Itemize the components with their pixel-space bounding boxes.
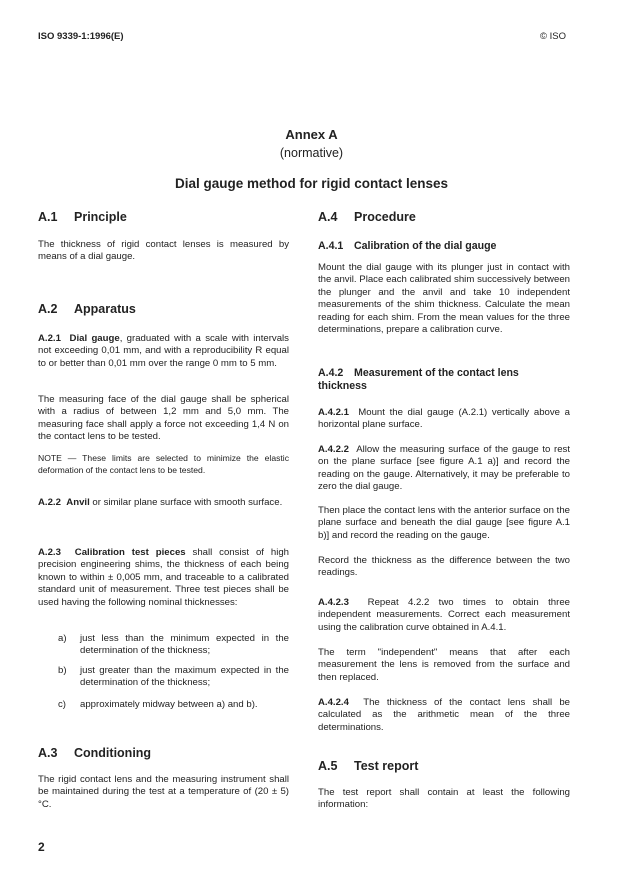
- a421-text: A.4.2.1 Mount the dial gauge (A.2.1) vertically above a horizontal plane surface.: [318, 407, 570, 431]
- a21-text: A.2.1 Dial gauge, graduated with a scale with intervals not exceeding 0,01 mm, and with a reproducibility R equal to or better than 0,01 mm over the range 0 mm to 5 mm.: [38, 333, 289, 369]
- heading-a42: A.4.2 Measurement of the contact lens thickness: [318, 367, 519, 392]
- heading-a1: A.1 Principle: [38, 210, 127, 224]
- a22-text: A.2.2 Anvil or similar plane surface with smooth surface.: [38, 497, 283, 508]
- a424-text: A.4.2.4 The thickness of the contact lens shall be calculated as the arithmetic mean of the three determinations.: [318, 697, 570, 733]
- heading-a4: A.4 Procedure: [318, 210, 416, 224]
- a423-text: A.4.2.3 Repeat 4.2.2 two times to obtain three independent measurements. Correct each measurement using the calibration curve obtained in A.4.1.: [318, 597, 570, 633]
- heading-a2: A.2 Apparatus: [38, 302, 136, 316]
- record-paragraph: Record the thickness as the difference between the two readings.: [318, 555, 570, 579]
- heading-a3: A.3 Conditioning: [38, 746, 152, 760]
- copyright: © ISO: [540, 31, 567, 42]
- annex-label: Annex A: [285, 127, 338, 142]
- document-id: ISO 9339-1:1996(E): [38, 31, 124, 42]
- a1-text: The thickness of rigid contact lenses is measured by means of a dial gauge.: [38, 239, 289, 263]
- annex-type: (normative): [279, 146, 344, 160]
- list-item: a) just less than the minimum expected in the determination of the thickness;: [58, 633, 289, 657]
- a41-text: Mount the dial gauge with its plunger just in contact with the anvil. Place each calibrated shim successively between the plunger and the anvil and take 10 independent measurements of the shim thickness. Calculate the mean reading for each shim. From the mean values for the three determinations, prepare a calibration curve.: [318, 262, 570, 336]
- a23-text: A.2.3 Calibration test pieces shall consist of high precision engineering shims, the thickness of each being known to within ± 0,005 mm, and traceable to a calibrated standard unit of measurement. Three test pieces shall be used having the following nominal thicknesses:: [38, 547, 289, 608]
- a5-text: The test report shall contain at least the following information:: [318, 787, 570, 811]
- a21-paragraph-2: The measuring face of the dial gauge shall be spherical with a radius of between 1,2 mm and 5,0 mm. The measuring face shall apply a force not exceeding 1,4 N on the contact lens to be tested.: [38, 394, 289, 443]
- term-paragraph: The term "independent" means that after each measurement the lens is removed from the surface and then replaced.: [318, 647, 570, 683]
- heading-a5: A.5 Test report: [318, 759, 419, 773]
- heading-a41: A.4.1 Calibration of the dial gauge: [318, 240, 497, 252]
- annex-title: Dial gauge method for rigid contact lenses: [174, 176, 449, 191]
- note: NOTE — These limits are selected to minimize the elastic deformation of the contact lens to be tested.: [38, 453, 289, 475]
- a3-text: The rigid contact lens and the measuring instrument shall be maintained during the test at a temperature of (20 ± 5) °C.: [38, 774, 289, 810]
- then-paragraph: Then place the contact lens with the anterior surface on the plane surface and beneath the dial gauge [see figure A.1 b)] and record the reading on the gauge.: [318, 505, 570, 541]
- a422-text: A.4.2.2 Allow the measuring surface of the gauge to rest on the plane surface [see figure A.1 a)] and record the reading on the gauge. Alternatively, it may be preferable to zero the dial gauge.: [318, 444, 570, 493]
- list-item: b) just greater than the maximum expected in the determination of the thickness;: [58, 665, 289, 689]
- page-number: 2: [38, 840, 45, 854]
- list-item: c) approximately midway between a) and b).: [58, 699, 258, 710]
